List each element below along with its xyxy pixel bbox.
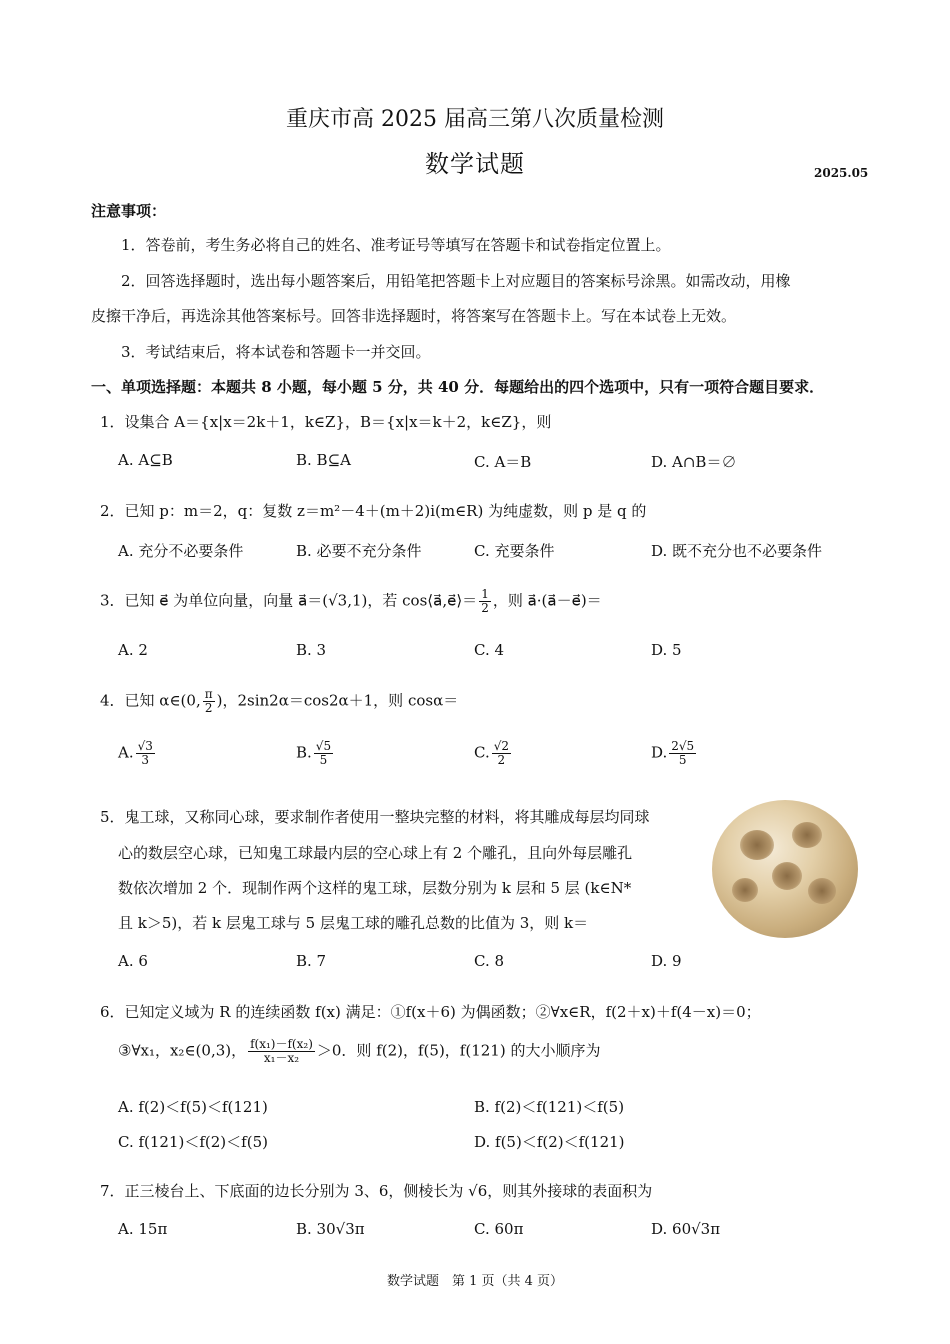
q6-option-d: D. f(5)＜f(2)＜f(121) — [474, 1133, 625, 1151]
ghost-ball-image — [712, 800, 858, 938]
q4-option-a — [118, 740, 157, 767]
q3-fraction — [479, 588, 491, 615]
q5-option-a: A. 6 — [118, 952, 148, 970]
q5-option-d: D. 9 — [651, 952, 682, 970]
q4-stem-post: )，2sin2α＝cos2α＋1，则 cosα＝ — [216, 691, 459, 710]
q6-option-a: A. f(2)＜f(5)＜f(121) — [118, 1098, 268, 1116]
q6-option-c: C. f(121)＜f(2)＜f(5) — [118, 1133, 268, 1151]
q4-fraction — [203, 688, 215, 715]
q3-option-a: A. 2 — [118, 641, 148, 659]
q4-c-den: 2 — [497, 753, 506, 767]
q4-stem-pre: 4．已知 α∈(0, — [100, 691, 201, 710]
q5-line-4: 且 k＞5)，若 k 层鬼工球与 5 层鬼工球的雕孔总数的比值为 3，则 k＝ — [118, 914, 589, 932]
q3-option-d: D. 5 — [651, 641, 682, 659]
q4-d-num: 2√5 — [671, 739, 695, 753]
q5-option-b: B. 7 — [296, 952, 327, 970]
q3-stem — [100, 588, 602, 615]
notice-item-1: 1．答卷前，考生务必将自己的姓名、准考证号等填写在答题卡和试卷指定位置上。 — [121, 236, 671, 254]
q4-a-num: √3 — [137, 739, 153, 753]
q6-line-1: 6．已知定义域为 R 的连续函数 f(x) 满足：①f(x＋6) 为偶函数；②∀x∈R，f(2＋x)＋f(4－x)＝0； — [100, 1003, 761, 1021]
q6-frac-den: x₁－x₂ — [263, 1051, 300, 1065]
q2-option-a: A. 充分不必要条件 — [118, 542, 244, 560]
q1-stem: 1．设集合 A＝{x|x＝2k＋1，k∈Z}，B＝{x|x＝k＋2，k∈Z}，则 — [100, 413, 552, 431]
q3-frac-den: 2 — [481, 601, 489, 615]
q4-option-a-frac — [136, 740, 155, 767]
q1-option-d: D. A∩B＝∅ — [651, 453, 737, 471]
q6-fraction — [248, 1038, 315, 1065]
q4-b-den: 5 — [319, 753, 328, 767]
q4-option-b-label: B. — [296, 743, 312, 762]
q4-option-c-frac — [492, 740, 511, 767]
q4-option-d — [651, 740, 698, 767]
q3-stem-post: ，则 a⃗·(a⃗－e⃗)＝ — [492, 591, 602, 610]
q7-option-d: D. 60√3π — [651, 1220, 721, 1238]
q3-option-c: C. 4 — [474, 641, 505, 659]
q2-option-c: C. 充要条件 — [474, 542, 555, 560]
q7-option-b: B. 30√3π — [296, 1220, 365, 1238]
q5-option-c: C. 8 — [474, 952, 505, 970]
q5-line-3: 数依次增加 2 个．现制作两个这样的鬼工球，层数分别为 k 层和 5 层 (k∈N* — [118, 879, 632, 897]
section1-heading: 一、单项选择题：本题共 8 小题，每小题 5 分，共 40 分．每题给出的四个选项中，只有一项符合题目要求． — [91, 378, 825, 396]
q1-option-c: C. A＝B — [474, 453, 532, 471]
q6-option-b: B. f(2)＜f(121)＜f(5) — [474, 1098, 625, 1116]
q4-c-num: √2 — [493, 739, 509, 753]
q1-option-b: B. B⊆A — [296, 451, 351, 469]
exam-subtitle: 数学试题 — [425, 150, 525, 178]
q3-stem-pre: 3．已知 e⃗ 为单位向量，向量 a⃗＝(√3,1)，若 cos⟨a⃗,e⃗⟩＝ — [100, 591, 478, 610]
q6-line-2-pre: ③∀x₁，x₂∈(0,3)， — [118, 1041, 247, 1060]
q5-line-1: 5．鬼工球，又称同心球，要求制作者使用一整块完整的材料，将其雕成每层均同球 — [100, 808, 650, 826]
q6-frac-num: f(x₁)－f(x₂) — [250, 1037, 313, 1051]
exam-date: 2025.05 — [814, 166, 869, 180]
notice-item-2b: 皮擦干净后，再选涂其他答案标号。回答非选择题时，将答案写在答题卡上。写在本试卷上无效。 — [91, 307, 737, 325]
q7-option-c: C. 60π — [474, 1220, 524, 1238]
q3-option-b: B. 3 — [296, 641, 327, 659]
q4-d-den: 5 — [678, 753, 687, 767]
q7-option-a: A. 15π — [118, 1220, 168, 1238]
q4-option-c — [474, 740, 513, 767]
q2-stem: 2．已知 p：m＝2，q：复数 z＝m²－4＋(m＋2)i(m∈R) 为纯虚数，则 p 是 q 的 — [100, 502, 647, 520]
q5-line-2: 心的数层空心球，已知鬼工球最内层的空心球上有 2 个雕孔，且向外每层雕孔 — [118, 844, 633, 862]
q7-stem: 7．正三棱台上、下底面的边长分别为 3、6，侧棱长为 √6，则其外接球的表面积为 — [100, 1182, 653, 1200]
q4-frac-num: π — [204, 687, 213, 701]
notice-item-3: 3．考试结束后，将本试卷和答题卡一并交回。 — [121, 343, 431, 361]
q4-option-b-frac — [314, 740, 333, 767]
q4-option-a-label: A. — [118, 743, 134, 762]
q6-line-2-post: ＞0．则 f(2)，f(5)，f(121) 的大小顺序为 — [316, 1041, 601, 1060]
q6-line-2 — [118, 1038, 600, 1065]
q2-option-d: D. 既不充分也不必要条件 — [651, 542, 823, 560]
q4-stem — [100, 688, 458, 715]
q4-a-den: 3 — [141, 753, 150, 767]
q4-frac-den: 2 — [204, 701, 213, 715]
notice-heading: 注意事项： — [91, 202, 167, 220]
q2-option-b: B. 必要不充分条件 — [296, 542, 422, 560]
page-footer: 数学试题 第 1 页（共 4 页） — [386, 1274, 564, 1289]
q1-option-a: A. A⊆B — [118, 451, 173, 469]
q4-option-c-label: C. — [474, 743, 490, 762]
notice-item-2a: 2．回答选择题时，选出每小题答案后，用铅笔把答题卡上对应题目的答案标号涂黑。如需改动，用橡 — [121, 272, 791, 290]
q4-b-num: √5 — [315, 739, 332, 753]
q4-option-d-label: D. — [651, 743, 668, 762]
exam-title: 重庆市高 2025 届高三第八次质量检测 — [286, 107, 664, 132]
q4-option-d-frac — [669, 740, 696, 767]
q3-frac-num: 1 — [481, 587, 489, 601]
q4-option-b — [296, 740, 335, 767]
